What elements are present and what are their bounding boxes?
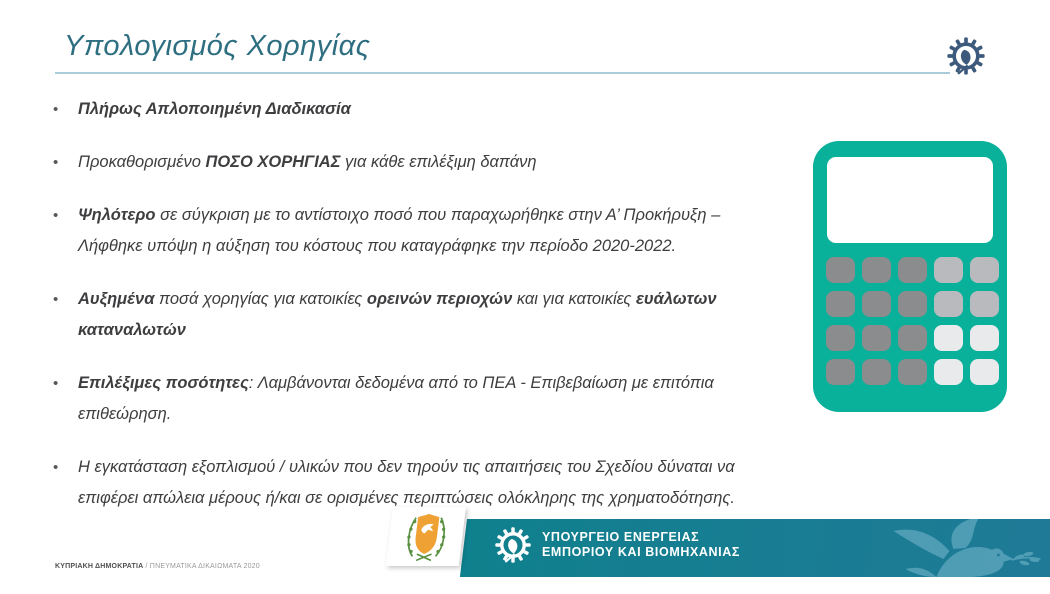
bullet-marker: • xyxy=(53,101,59,118)
calculator-key xyxy=(898,359,927,385)
calculator-key xyxy=(826,325,855,351)
bullet-item: • Η εγκατάσταση εξοπλισμού / υλικών που δεν τηρούν τις απαιτήσεις του Σχεδίου δύναται να επιφέρει απώλεια μέρους ή/και σε ορισμένες περιπτώσεις ολόκληρης της χρηματοδότησης. xyxy=(53,452,853,514)
calculator-graphic xyxy=(813,141,1007,412)
bullet-marker: • xyxy=(53,207,59,224)
bullet-item: • Αυξημένα ποσά χορηγίας για κατοικίες ορεινών περιοχών και για κατοικίες ευάλωτων καταναλωτών xyxy=(53,284,853,346)
ministry-branding xyxy=(494,524,740,566)
gear-leaf-icon xyxy=(946,36,986,76)
calculator-keypad xyxy=(826,257,999,385)
calculator-key xyxy=(862,325,891,351)
calculator-display xyxy=(827,157,993,243)
calculator-key xyxy=(862,291,891,317)
page-title: Υπολογισμός Χορηγίας xyxy=(64,30,371,62)
bullet-item: • Πλήρως Απλοποιημένη Διαδικασία xyxy=(53,94,853,125)
calculator-key xyxy=(970,257,999,283)
dove-olive-branch-watermark xyxy=(891,519,1043,577)
bullet-item: • Επιλέξιμες ποσότητες: Λαμβάνονται δεδομένα από το ΠΕΑ - Επιβεβαίωση με επιτόπια επιθεώρηση. xyxy=(53,368,853,430)
ministry-name xyxy=(542,530,740,560)
ministry-name-line2: ΕΜΠΟΡΙΟΥ ΚΑΙ ΒΙΟΜΗΧΑΝΙΑΣ xyxy=(542,545,740,559)
calculator-key xyxy=(970,291,999,317)
calculator-key xyxy=(826,291,855,317)
bullet-item: • Ψηλότερο σε σύγκριση με το αντίστοιχο ποσό που παραχωρήθηκε στην Α’ Προκήρυξη – Λήφθηκε υπόψη η αύξηση του κόστους που καταγράφηκε την περίοδο 2020-2022. xyxy=(53,200,853,262)
calculator-key xyxy=(826,257,855,283)
calculator-key xyxy=(934,291,963,317)
bullet-item: • Προκαθορισμένο ΠΟΣΟ ΧΟΡΗΓΙΑΣ για κάθε επιλέξιμη δαπάνη xyxy=(53,147,853,178)
gear-leaf-icon xyxy=(494,524,532,566)
title-divider xyxy=(55,72,950,74)
bullet-marker: • xyxy=(53,375,59,392)
bullet-marker: • xyxy=(53,291,59,308)
calculator-key xyxy=(898,325,927,351)
copyright-rest: / ΠΝΕΥΜΑΤΙΚΑ ΔΙΚΑΙΩΜΑΤΑ 2020 xyxy=(143,563,260,570)
calculator-key xyxy=(934,325,963,351)
copyright-bold: ΚΥΠΡΙΑΚΗ ΔΗΜΟΚΡΑΤΙΑ xyxy=(55,563,144,570)
bullet-list xyxy=(53,94,853,536)
calculator-key xyxy=(862,257,891,283)
calculator-key xyxy=(970,325,999,351)
copyright-text xyxy=(55,563,260,570)
calculator-key xyxy=(898,291,927,317)
calculator-key xyxy=(826,359,855,385)
calculator-key xyxy=(862,359,891,385)
bullet-marker: • xyxy=(53,154,59,171)
calculator-key xyxy=(898,257,927,283)
bullet-marker: • xyxy=(53,459,59,476)
calculator-key xyxy=(934,257,963,283)
ministry-name-line1: ΥΠΟΥΡΓΕΙΟ ΕΝΕΡΓΕΙΑΣ xyxy=(542,530,700,544)
calculator-key xyxy=(934,359,963,385)
calculator-key xyxy=(970,359,999,385)
cyprus-coat-of-arms xyxy=(386,507,466,566)
